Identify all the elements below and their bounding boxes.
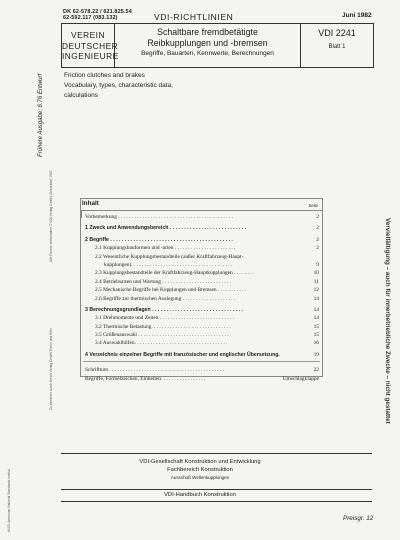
toc-row: [81, 236, 322, 244]
toc-entry-page: 2: [316, 225, 319, 232]
english-title-line: Friction clutches and brakes: [64, 72, 145, 79]
toc-entry-page: 22: [313, 367, 319, 374]
toc-entry-page: 12: [313, 287, 319, 294]
toc-row: [81, 286, 322, 294]
toc-row: [81, 306, 322, 314]
toc-entry-label: 3 Berechnungsgrundlagen . . . . . . . . . . . . . . . . . . . . . . . . . . . . . . . .: [85, 306, 243, 313]
toc-entry-page: 15: [313, 332, 319, 339]
number-cell: [301, 24, 373, 67]
toc-row: [81, 224, 322, 232]
toc-entry-page: 9: [316, 261, 319, 268]
title-cell: [115, 24, 301, 67]
publisher-line: Ausschuß Wellenkupplungen: [170, 475, 230, 480]
toc-entry-label: 1 Zweck und Anwendungsbereich . . . . . . . . . . . . . . . . . . . . . . . . . . .: [85, 225, 247, 232]
toc-entry-label: 3.4 Auswahlhilfen. . . . . . . . . . . . . . . . . . . . . . . . . . . . . . . . . . .: [95, 340, 228, 347]
toc-entry-label: kupplungen). . . . . . . . . . . . . . . . . . . . . . . . . . . . . . . . . . . . . .: [104, 261, 233, 268]
org-line: VEREIN: [71, 30, 105, 40]
toc-entry-page: 2: [316, 214, 319, 220]
toc-row: [81, 213, 322, 221]
toc-entry-page: 2: [316, 236, 319, 243]
dk-line-2: 62-592.117 (083.132): [63, 15, 118, 22]
price-group: Preisgr. 12: [343, 515, 374, 522]
toc-row: [81, 339, 322, 347]
toc-divider: [81, 210, 322, 211]
sheet-number: Blatt 1: [328, 44, 346, 50]
toc-entry-page: 15: [313, 323, 319, 330]
toc-entry-page: 14: [313, 295, 319, 302]
org-line: DEUTSCHER: [62, 40, 119, 51]
footer-rule: [61, 453, 372, 454]
organization-name: [62, 24, 119, 62]
footer-rule: [61, 501, 372, 502]
toc-entry-label: 2.3 Kupplungsbestandteile der Kraftfahrzeug-Hauptkupplungen . . . . . . . .: [95, 270, 255, 277]
series-name: VDI-RICHTLINIEN: [154, 12, 234, 22]
handbook-name: VDI-Handbuch Konstruktion: [164, 492, 236, 498]
toc-entry-label: 4 Verzeichnis einzelner Begriffe mit französischer und englischer Übersetzung.: [85, 351, 280, 358]
document-number: VDI 2241: [318, 28, 356, 38]
toc-row: [81, 244, 322, 252]
dk-line-1: DK 62-578.22 / 621.825.54: [63, 9, 132, 15]
footer-rule: [61, 489, 372, 490]
title-block: [61, 23, 374, 68]
toc-entry-label: 2 Begriffe . . . . . . . . . . . . . . . . . . . . . . . . . . . . . . . . . . . . . . . . . . .: [85, 236, 233, 243]
toc-entry-page: 14: [313, 306, 319, 313]
toc-entry-label: 3.2 Thermische Belastung. . . . . . . . . . . . . . . . . . . . . . . . . . . . . .: [95, 323, 231, 330]
toc-entry-page: 14: [313, 315, 319, 322]
toc-row: [81, 269, 322, 277]
title-line: Schaltbare fremdbetätigte: [157, 27, 258, 37]
english-title: [64, 71, 173, 101]
toc-heading: Inhalt: [82, 200, 99, 207]
toc-row: [81, 351, 322, 359]
toc-entry-page: 16: [313, 340, 319, 347]
toc-entry-label: 2.4 Betriebsarten und Wartung . . . . . . . . . . . . . . . . . . . . . . . . . .: [95, 278, 232, 285]
toc-entry-label: 2.5 Mechanische Begriffe bei Kupplungen und Bremsen . . . . . . . . . . .: [95, 287, 247, 294]
toc-entry-page: 11: [313, 278, 319, 285]
toc-entry-label: 3.5 Größenauswahl . . . . . . . . . . . . . . . . . . . . . . . . . . . . . . . . . .: [95, 332, 229, 339]
toc-entry-label: Begriffe, Formelzeichen, Einheiten. . . . . . . . . . . . . . . . .: [85, 375, 206, 382]
edition-note-text: Frühere Ausgabe: 6.76 Entwurf: [38, 73, 44, 157]
toc-row: [81, 295, 322, 303]
classification-numbers: [63, 9, 132, 22]
publisher-block: [0, 459, 400, 481]
publisher-line: VDI-Gesellschaft Konstruktion und Entwicklung: [139, 459, 261, 465]
toc-entry-label: 2.1 Kupplungsbauformen und -arten . . . . . . . . . . . . . . . . . . . . . . .: [95, 245, 236, 252]
toc-row: [81, 366, 322, 374]
organization-cell: [62, 24, 119, 67]
toc-entry-label: 3.1 Drehmomente und Zeiten . . . . . . . . . . . . . . . . . . . . . . . . . . . .: [95, 315, 234, 322]
english-title-line: Vocabulary, types, characteristic data,: [64, 82, 173, 89]
edition-note: [36, 73, 46, 157]
toc-entry-page: Umschlagklappe: [282, 375, 319, 382]
toc-entry-label: 2.2 Wesentliche Kupplungsbestandteile (außer Kraftfahrzeug-Haupt-: [95, 253, 244, 260]
table-of-contents: [80, 198, 323, 382]
toc-entry-label: Vorbemerkung . . . . . . . . . . . . . . . . . . . . . . . . . . . . . . . . . . . . . . . . . . .: [85, 214, 233, 220]
distribution-note-text: Zu beziehen durch Beuth Verlag GmbH, Berlin und Köln: [49, 328, 53, 410]
rights-note-text: Alle Rechte vorbehalten © VDI-Verlag GmbH, Düsseldorf 1982: [49, 170, 53, 262]
org-line: INGENIEURE: [62, 51, 119, 61]
toc-entry-page: 19: [313, 351, 319, 358]
toc-row: [81, 331, 322, 339]
title-line: Reibkupplungen und -bremsen: [147, 37, 268, 48]
toc-row: [81, 323, 322, 331]
toc-row: [81, 261, 322, 269]
document-subtitle: Begriffe, Bauarten, Kennwerte, Berechnungen: [141, 50, 274, 57]
toc-entry-page: 10: [313, 270, 319, 277]
copying-note: [383, 218, 393, 443]
english-title-line: calculations: [64, 92, 98, 99]
toc-row: [81, 253, 322, 261]
toc-row: [81, 375, 322, 383]
copying-note-text: Vervielfältigung – auch für innerbetriebliche Zwecke – nicht gestattet: [384, 218, 391, 424]
toc-separator: [83, 361, 320, 362]
toc-row: [81, 278, 322, 286]
toc-entry-label: 2.6 Begriffe zur thermischen Auslegung . . . . . . . . . . . . . . . . . . . .: [95, 295, 236, 302]
toc-row: [81, 314, 322, 322]
toc-page-label: Seite: [308, 203, 318, 208]
toc-entry-label: Schrifttum . . . . . . . . . . . . . . . . . . . . . . . . . . . . . . . . . . . . . . . . . . .: [85, 367, 224, 374]
library-note-text: ANSI: American National Standards Institut: [7, 469, 11, 532]
issue-date: Juni 1982: [342, 12, 372, 19]
document-title: [115, 24, 300, 48]
toc-rows: [81, 213, 322, 383]
toc-entry-page: 2: [316, 245, 319, 252]
publisher-line: Fachbereich Konstruktion: [167, 466, 233, 473]
